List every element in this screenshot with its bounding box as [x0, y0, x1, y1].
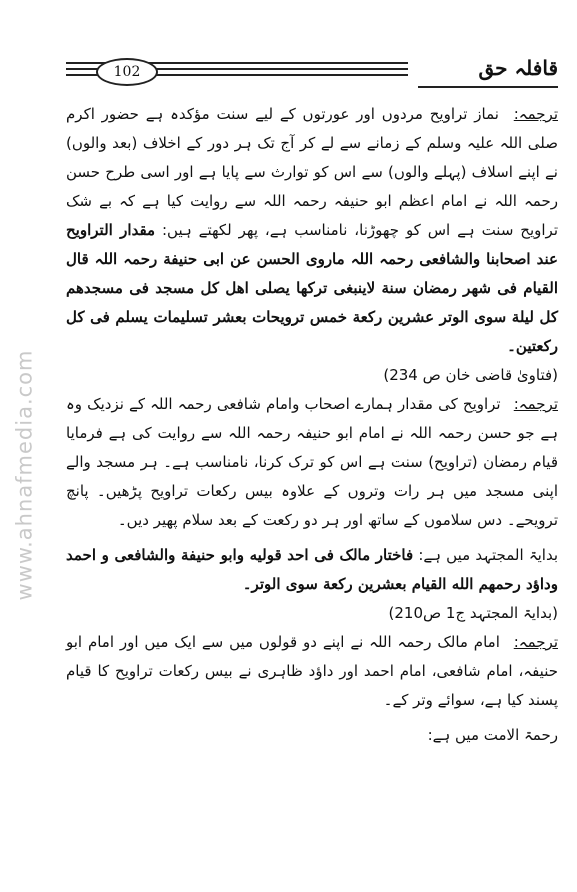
translation-text: نماز تراویح مردوں اور عورتوں کے لیے سنت مؤکدہ ہے حضور اکرم صلی اللہ علیہ وسلم کے زمانے سے لے کر آج تک ہر دور کے اخلاف (بعد والوں) نے اپنے اسلاف (پہلے والوں) سے اس کو توارث سے پایا ہے اور اسی طرح حسن رحمہ اللہ نے امام اعظم ابو حنیفہ رحمہ اللہ سے روایت کیا ہے کہ بے شک تراویح سنت ہے اس کو چھوڑنا، نامناسب ہے، پھر لکھتے ہیں:: [66, 105, 558, 239]
paragraph-source-lead: [66, 721, 558, 750]
arabic-quote: فاختار مالک فی احد قولیه وابو حنیفة والشافعی و احمد وداؤد رحمهم الله القیام بعشرین رکعة سوی الوتر۔: [66, 546, 558, 593]
page-number: 102: [96, 58, 158, 86]
source-lead: بدایۃ المجتہد میں ہے:: [418, 546, 558, 564]
reference-citation: (فتاویٰ قاضی خان ص 234): [383, 366, 558, 384]
source-lead: رحمۃ الامت میں ہے:: [427, 726, 558, 744]
translation-text: تراویح کی مقدار ہمارے اصحاب وامام شافعی رحمہ اللہ کے نزدیک وہ ہے جو حسن رحمہ اللہ نے امام ابو حنیفہ رحمہ اللہ سے روایت کی ہے فرمایا قیام رمضان (تراویح) سنت ہے اس کو ترک کرنا، نامناسب ہے۔ ہر مسجد والے اپنی مسجد میں ہر رات وتروں کے علاوہ بیس رکعات تراویح پڑھیں۔ پانچ ترویحے۔ دس سلاموں کے ساتھ اور ہر دو رکعت کے بعد سلام پھیر دیں۔: [66, 395, 558, 529]
translation-text: امام مالک رحمہ اللہ نے اپنے دو قولوں میں سے ایک میں اور امام ابو حنیفہ، امام شافعی، امام احمد اور داؤد ظاہری نے بیس رکعات تراویح کا قیام پسند کیا ہے، سوائے وتر کے۔: [66, 633, 558, 709]
page-header: [66, 56, 558, 90]
book-title: قافلہ حق: [418, 56, 558, 88]
paragraph-source-quote: [66, 541, 558, 599]
watermark: [4, 310, 44, 640]
translation-label: ترجمہ:: [513, 395, 558, 413]
paragraph-translation-2: [66, 390, 558, 535]
arabic-quote: مقدار التراویح عند اصحابنا والشافعی رحمہ اللہ ماروی الحسن عن ابی حنیفة رحمہ اللہ قال القیام فی شهر رمضان سنة لاینبغی ترکها یصلی اهل کل مسجد فی مسجدهم کل لیلة سوی الوتر عشرین رکعة خمس ترویحات بعشر تسلیمات یسلم فی کل رکعتین۔: [66, 221, 558, 355]
page-body: [66, 100, 558, 750]
paragraph-translation-1: [66, 100, 558, 361]
translation-label: ترجمہ:: [513, 633, 558, 651]
watermark-text: www.ahnafmedia.com: [12, 349, 36, 601]
paragraph-translation-3: [66, 628, 558, 715]
reference-citation: (بدایۃ المجتہد ج1 ص210): [388, 604, 558, 622]
translation-label: ترجمہ:: [513, 105, 558, 123]
